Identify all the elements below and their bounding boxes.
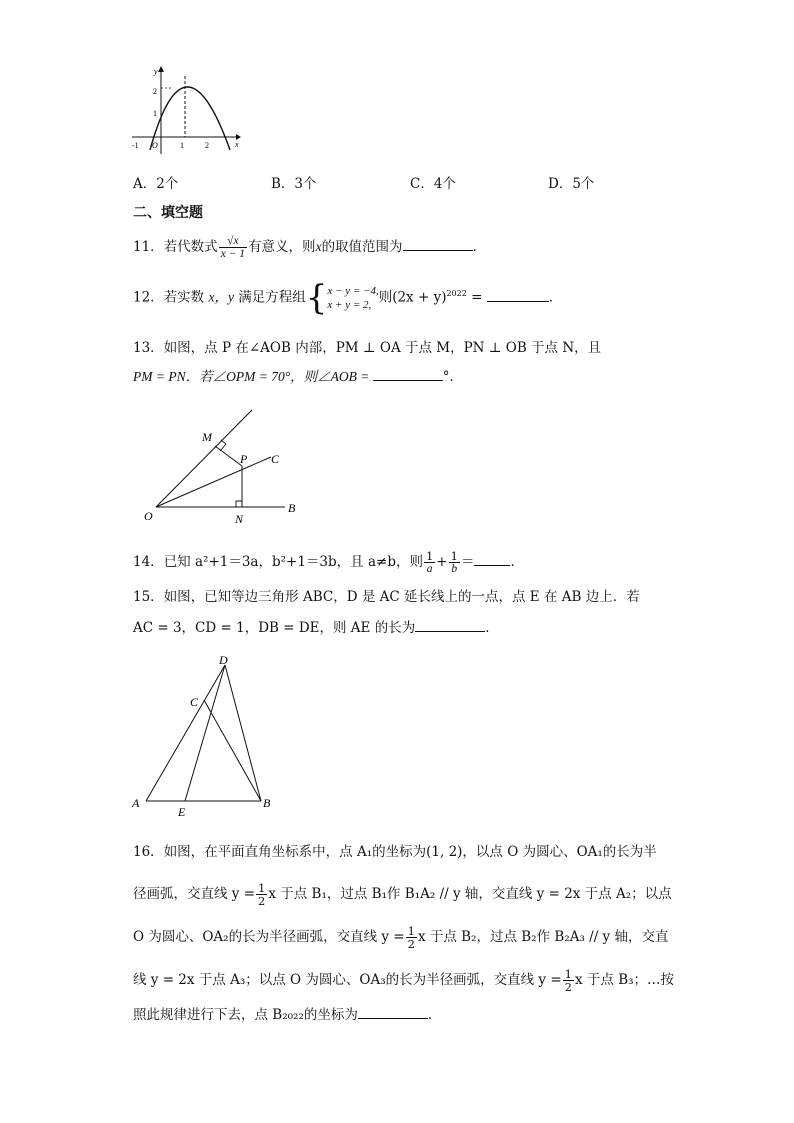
q15-answer-blank[interactable] xyxy=(415,617,485,632)
question-12: 12．若实数 x，y 满足方程组{ x − y = −4, x + y = 2, 则$(2x + y)^{2022}$ = ． xyxy=(133,278,563,318)
question-16-line5: 照此规律进行下去，点 B₂₀₂₂的坐标为 ． xyxy=(133,1004,441,1025)
y-axis-arrow xyxy=(158,66,164,72)
label-n: N xyxy=(235,512,244,526)
x-tick-2: 2 xyxy=(205,141,209,150)
segment-de xyxy=(185,665,225,801)
question-13-line1: 13．如图，点 P 在∠AOB 内部，PM ⊥ OA 于点 M，PN ⊥ OB 于点 N，且 xyxy=(133,340,602,356)
label-b: B xyxy=(263,796,271,810)
y-tick-1: 1 xyxy=(153,109,157,118)
choice-c[interactable]: C．4个 xyxy=(410,176,456,192)
parabola-graph xyxy=(128,64,243,156)
label-a: A xyxy=(132,796,140,810)
right-angle-n xyxy=(236,501,242,507)
choice-b[interactable]: B．3个 xyxy=(271,176,317,192)
choice-a[interactable]: A．2个 xyxy=(133,176,179,192)
q13-answer-blank[interactable] xyxy=(373,366,443,381)
side-ad xyxy=(146,665,225,801)
question-13-line2: PM = PN．若∠OPM = 70°，则∠AOB = °． xyxy=(133,366,463,387)
figure-angle-aob xyxy=(140,405,310,530)
label-b: B xyxy=(288,501,296,515)
ray-oc xyxy=(156,457,271,507)
question-16-line1: 16．如图，在平面直角坐标系中，点 A₁的坐标为(1, 2)，以点 O 为圆心、OA₁的长为半 xyxy=(133,844,657,860)
q11-fraction: $\frac{√x}{x - 1}$ xyxy=(220,235,246,260)
y-tick-2: 2 xyxy=(153,87,157,96)
q14-answer-blank[interactable] xyxy=(474,551,510,566)
q12-brace: { xyxy=(305,278,328,318)
x-tick-1: 1 xyxy=(180,141,184,150)
figure-triangle xyxy=(128,650,288,820)
label-c: C xyxy=(271,452,280,466)
question-16-line4: 线 y = 2x 于点 A₃；以点 O 为圆心、OA₃的长为半径画弧，交直线 y = $\frac{1}{2}$ x 于点 B₃；…按 xyxy=(133,967,675,994)
label-p: P xyxy=(240,452,248,466)
x-tick-origin: O xyxy=(152,141,158,150)
question-14: 14．已知 a²+1＝3a，b²+1＝3b，且 a≠b，则 $\frac{1}{a}$ + $\frac{1}{b}$ ＝ ． xyxy=(133,549,524,575)
segment-pm xyxy=(215,446,242,466)
ray-oa xyxy=(156,410,252,507)
question-16-line3: O 为圆心、OA₂的长为半径画弧，交直线 y = $\frac{1}{2}$ x 于点 B₂，过点 B₂作 B₂A₃ // y 轴，交直 xyxy=(133,924,669,951)
q12-answer-blank[interactable] xyxy=(487,287,549,302)
segment-cb xyxy=(204,700,261,801)
section-title: 二、填空题 xyxy=(133,205,203,221)
y-axis-label: y xyxy=(154,67,158,76)
question-15-line1: 15．如图，已知等边三角形 ABC，D 是 AC 延长线上的一点，点 E 在 AB 边上．若 xyxy=(133,589,640,605)
q12-system: x − y = −4, x + y = 2, xyxy=(327,285,379,311)
segment-db xyxy=(225,665,261,801)
question-15-line2: AC = 3，CD = 1，DB = DE，则 AE 的长为 ． xyxy=(133,617,499,638)
label-o: O xyxy=(144,509,153,523)
label-d: D xyxy=(219,653,228,667)
label-c: C xyxy=(190,695,199,709)
x-axis-label: x xyxy=(235,140,239,149)
question-11: 11．若代数式 $\frac{√x}{x - 1}$ 有意义，则x的取值范围为 ． xyxy=(133,235,487,260)
label-m: M xyxy=(202,430,212,444)
parabola-curve xyxy=(150,87,230,150)
q11-answer-blank[interactable] xyxy=(403,236,473,251)
label-e: E xyxy=(178,805,186,819)
question-16-line2: 径画弧，交直线 y = $\frac{1}{2}$ x 于点 B₁，过点 B₁作 B₁A₂ // y 轴，交直线 y = 2x 于点 A₂；以点 xyxy=(133,881,672,908)
choice-d[interactable]: D．5个 xyxy=(548,176,595,192)
x-tick-neg1: -1 xyxy=(132,141,139,150)
q16-answer-blank[interactable] xyxy=(358,1004,428,1019)
